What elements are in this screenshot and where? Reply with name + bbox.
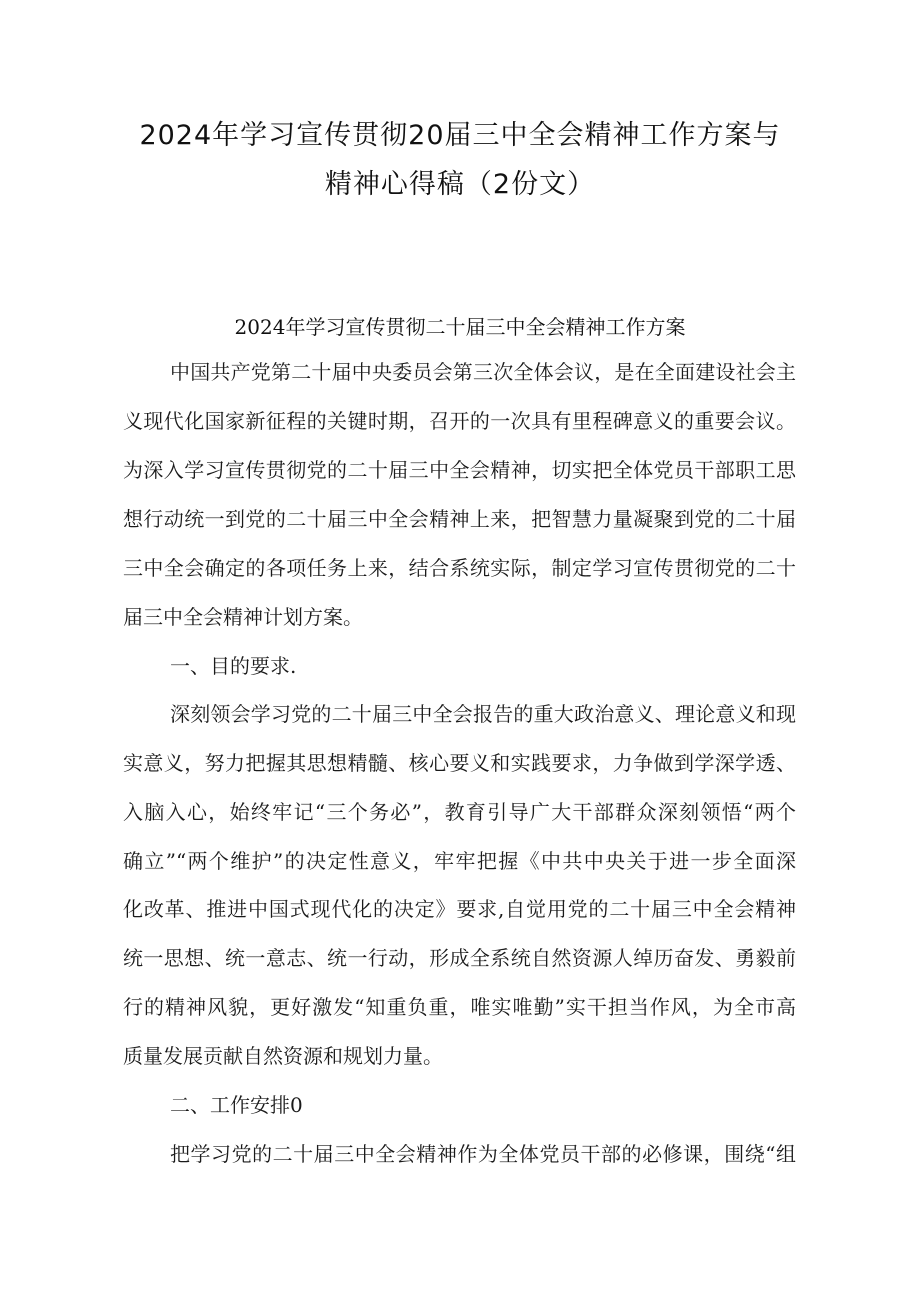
paragraph-line: 义现代化国家新征程的关键时期，召开的一次具有里程碑意义的重要会议。 — [123, 409, 796, 433]
paragraph-line: 实意义，努力把握其思想精髓、核心要义和实践要求，力争做到学深学透、 — [123, 751, 796, 775]
paragraph-line: 化改革、推进中国式现代化的决定》要求,自觉用党的二十届三中全会精神 — [123, 897, 796, 921]
paragraph-line: 为深入学习宣传贯彻党的二十届三中全会精神，切实把全体党员干部职工思 — [123, 458, 796, 482]
paragraph-line: 三中全会确定的各项任务上来，结合系统实际，制定学习宣传贯彻党的二十 — [123, 556, 796, 580]
document-title-line-1: 2024年学习宣传贯彻20届三中全会精神工作方案与 — [139, 120, 781, 151]
section-heading: 一、目的要求. — [170, 654, 297, 678]
paragraph-line: 把学习党的二十届三中全会精神作为全体党员干部的必修课，围绕“组 — [170, 1142, 796, 1166]
paragraph-line: 届三中全会精神计划方案。 — [123, 605, 363, 629]
paragraph-line: 深刻领会学习党的二十届三中全会报告的重大政治意义、理论意义和现 — [170, 702, 796, 726]
paragraph-line: 确立”“两个维护”的决定性意义，牢牢把握《中共中央关于进一步全面深 — [123, 849, 796, 873]
paragraph-line: 入脑入心，始终牢记“三个务必”，教育引导广大干部群众深刻领悟“两个 — [123, 800, 796, 824]
section-heading: 二、工作安排0 — [170, 1093, 303, 1117]
paragraph-line: 统一思想、统一意志、统一行动，形成全系统自然资源人绰历奋发、勇毅前 — [123, 946, 796, 970]
document-title-line-2: 精神心得稿（2份文） — [324, 169, 596, 200]
paragraph-line: 中国共产党第二十届中央委员会第三次全体会议，是在全面建设社会主 — [170, 360, 796, 384]
paragraph-line: 行的精神风貌，更好激发“知重负重，唯实唯勤”实干担当作风，为全市高 — [123, 995, 796, 1019]
paragraph-line: 想行动统一到党的二十届三中全会精神上来，把智慧力量凝聚到党的二十届 — [123, 507, 796, 531]
section-title: 2024年学习宣传贯彻二十届三中全会精神工作方案 — [234, 315, 686, 339]
paragraph-line: 质量发展贡献自然资源和规划力量。 — [123, 1044, 443, 1068]
